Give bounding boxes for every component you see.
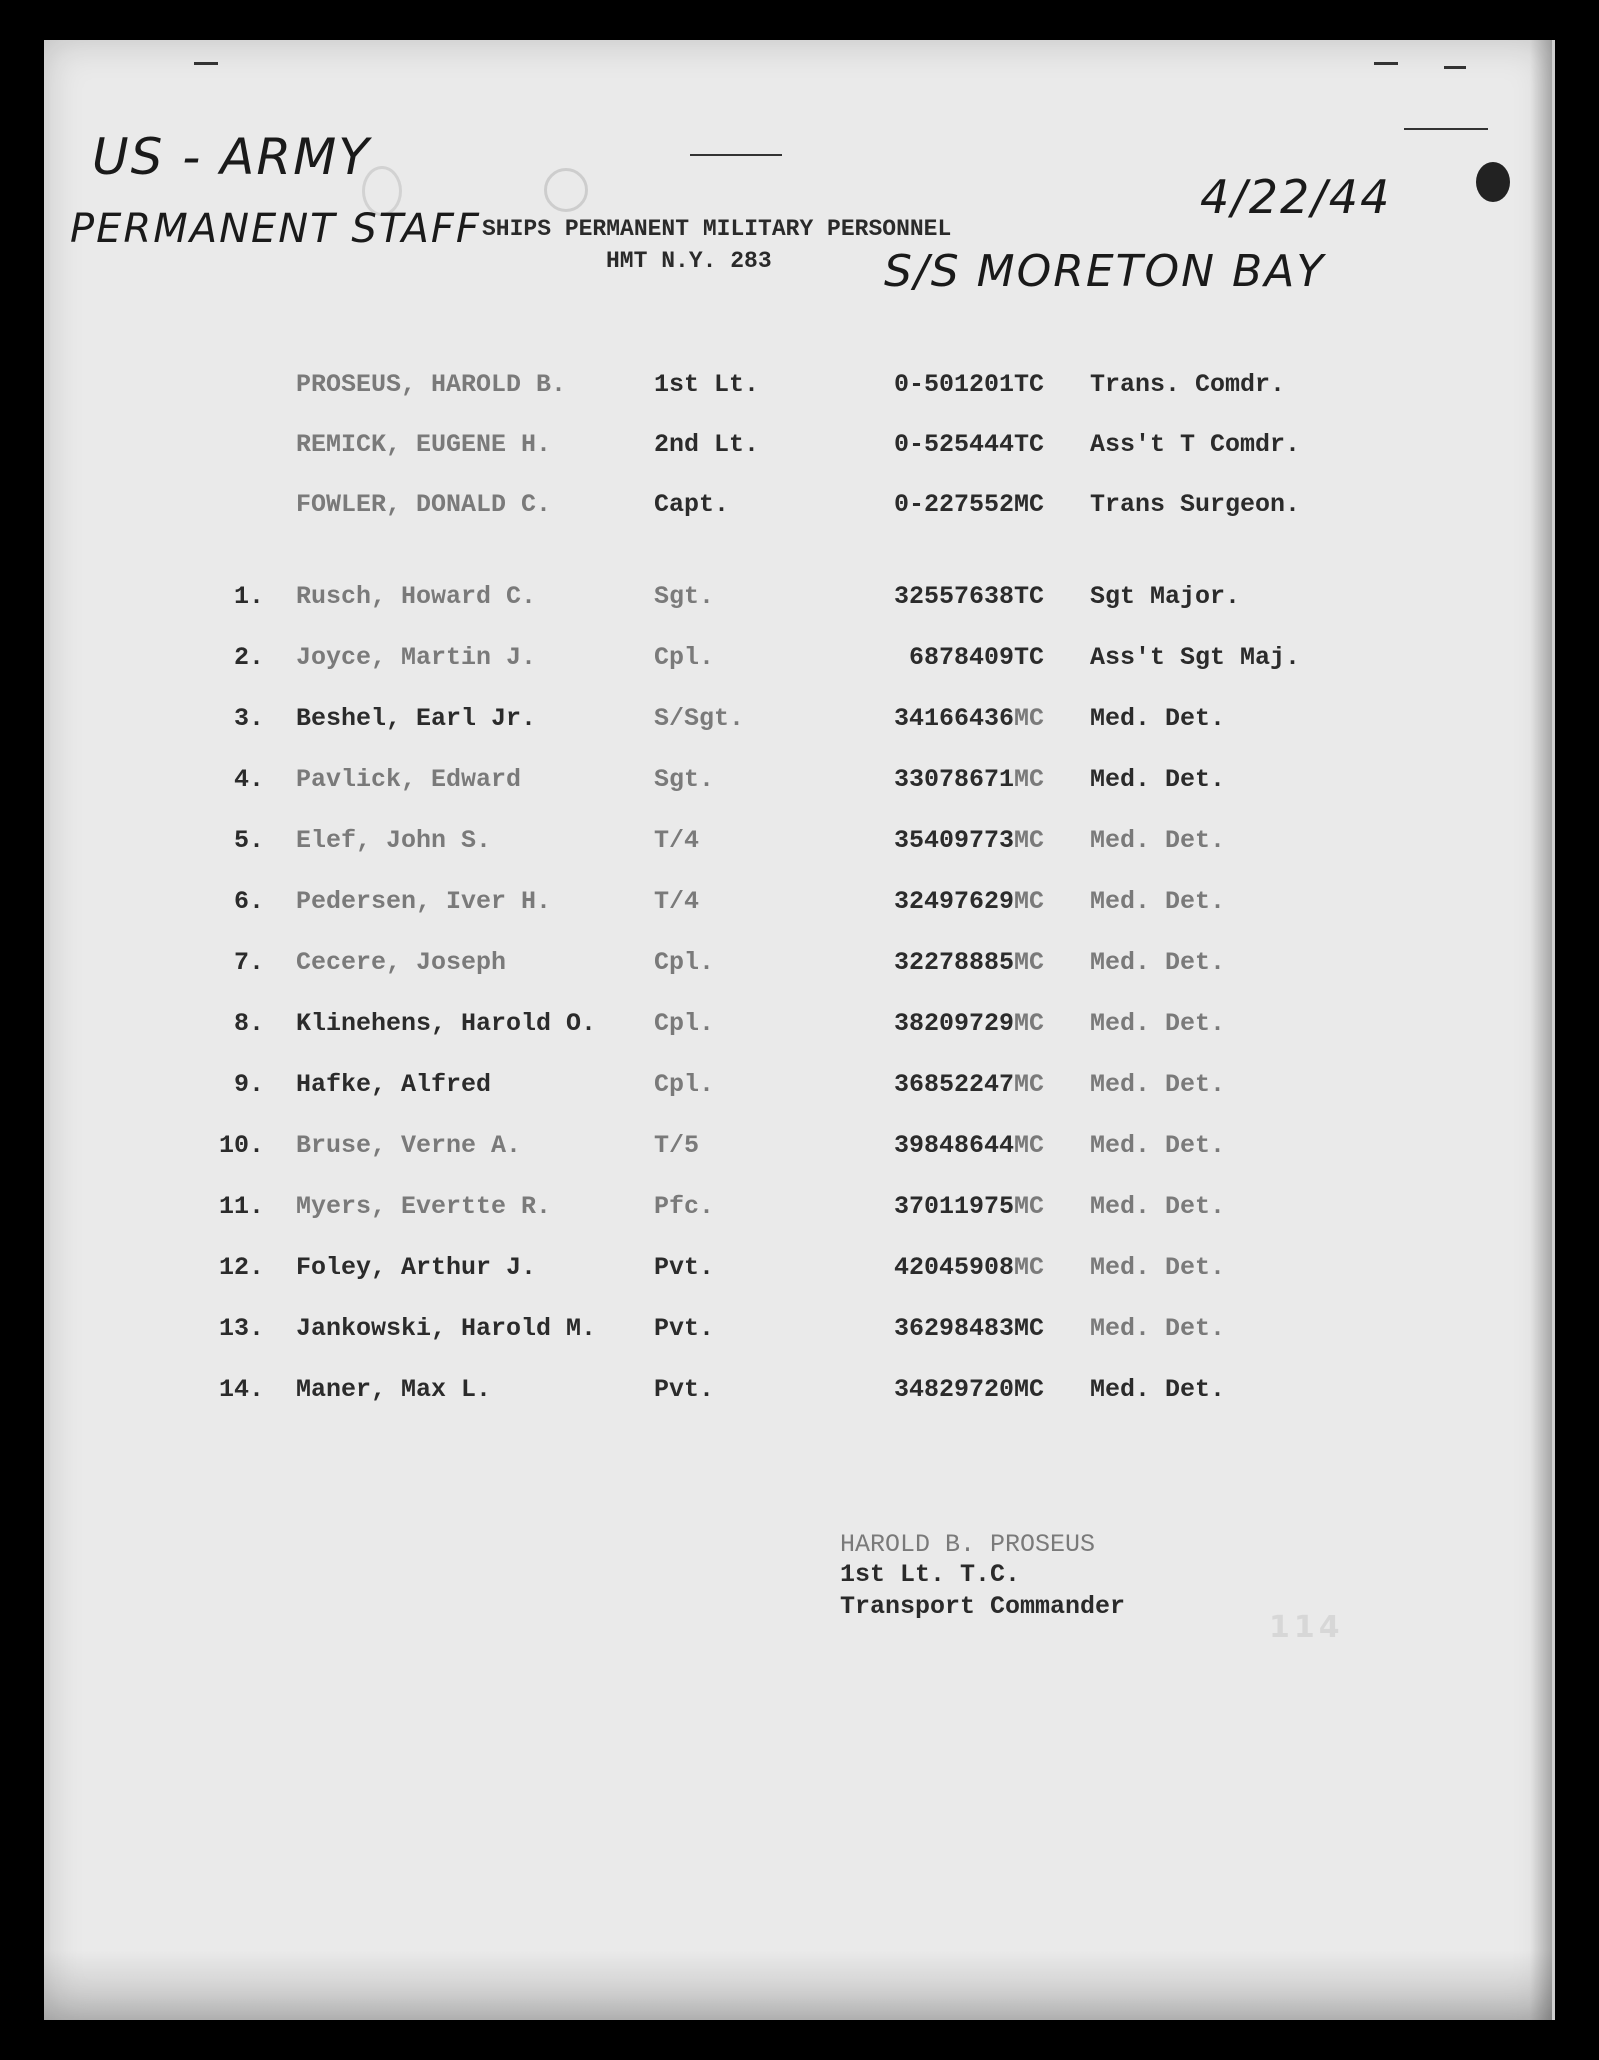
document-page [44, 40, 1555, 2020]
signatory-title: Transport Commander [840, 1592, 1126, 1621]
officer-duty: Ass't T Comdr. [1090, 430, 1301, 459]
enlisted-serial: 6878409 [908, 643, 1014, 672]
handwritten-date: 4/22/44 [1200, 170, 1392, 224]
officer-serial: 0-227552 [893, 490, 1014, 519]
faint-stamp-number: 114 [1269, 1610, 1344, 1645]
enlisted-duty: Med. Det. [1090, 887, 1226, 916]
enlisted-name: Rusch, Howard C. [296, 582, 537, 611]
enlisted-row [44, 1192, 1552, 1232]
officer-serial: 0-525444 [893, 430, 1014, 459]
enlisted-serial: 33078671 [893, 765, 1014, 794]
officer-branch: TC [1014, 430, 1045, 459]
enlisted-duty: Med. Det. [1090, 704, 1226, 733]
row-number: 5. [233, 826, 264, 855]
enlisted-name: Klinehens, Harold O. [296, 1009, 597, 1038]
punch-hole-mark [1476, 162, 1510, 202]
enlisted-duty: Med. Det. [1090, 1070, 1226, 1099]
enlisted-duty: Med. Det. [1090, 1192, 1226, 1221]
row-number: 13. [218, 1314, 264, 1343]
margin-mark [1374, 62, 1398, 65]
row-number: 7. [233, 948, 264, 977]
enlisted-rank: T/4 [654, 826, 700, 855]
enlisted-rank: Pvt. [654, 1253, 715, 1282]
enlisted-rank: S/Sgt. [654, 704, 745, 733]
officer-rank: 1st Lt. [654, 370, 760, 399]
enlisted-rank: Sgt. [654, 582, 715, 611]
enlisted-serial: 38209729 [893, 1009, 1014, 1038]
enlisted-duty: Sgt Major. [1090, 582, 1241, 611]
pen-stroke [1404, 128, 1488, 130]
enlisted-name: Maner, Max L. [296, 1375, 492, 1404]
row-number: 9. [233, 1070, 264, 1099]
officer-branch: TC [1014, 370, 1045, 399]
row-number: 10. [218, 1131, 264, 1160]
enlisted-serial: 32278885 [893, 948, 1014, 977]
row-number: 11. [218, 1192, 264, 1221]
officer-duty: Trans Surgeon. [1090, 490, 1301, 519]
enlisted-branch: MC [1014, 1253, 1045, 1282]
enlisted-duty: Med. Det. [1090, 948, 1226, 977]
officer-row [44, 430, 1552, 470]
enlisted-rank: Cpl. [654, 1009, 715, 1038]
enlisted-rank: Sgt. [654, 765, 715, 794]
enlisted-row [44, 826, 1552, 866]
row-number: 6. [233, 887, 264, 916]
enlisted-branch: MC [1014, 1375, 1045, 1404]
enlisted-branch: MC [1014, 1314, 1045, 1343]
enlisted-duty: Med. Det. [1090, 765, 1226, 794]
enlisted-branch: MC [1014, 887, 1045, 916]
pen-stroke [690, 154, 782, 156]
enlisted-row [44, 887, 1552, 927]
enlisted-duty: Med. Det. [1090, 1253, 1226, 1282]
enlisted-rank: Cpl. [654, 643, 715, 672]
enlisted-row [44, 765, 1552, 805]
enlisted-serial: 32497629 [893, 887, 1014, 916]
enlisted-row [44, 948, 1552, 988]
officer-rank: 2nd Lt. [654, 430, 760, 459]
enlisted-duty: Med. Det. [1090, 1009, 1226, 1038]
row-number: 4. [233, 765, 264, 794]
enlisted-branch: MC [1014, 1192, 1045, 1221]
document-title: SHIPS PERMANENT MILITARY PERSONNEL [482, 216, 952, 242]
row-number: 14. [218, 1375, 264, 1404]
row-number: 12. [218, 1253, 264, 1282]
enlisted-rank: T/4 [654, 887, 700, 916]
officer-name: PROSEUS, HAROLD B. [296, 370, 567, 399]
row-number: 8. [233, 1009, 264, 1038]
row-number: 3. [233, 704, 264, 733]
officer-row [44, 490, 1552, 530]
officer-serial: 0-501201 [893, 370, 1014, 399]
enlisted-serial: 36852247 [893, 1070, 1014, 1099]
enlisted-name: Myers, Evertte R. [296, 1192, 552, 1221]
enlisted-name: Hafke, Alfred [296, 1070, 492, 1099]
enlisted-duty: Med. Det. [1090, 1314, 1226, 1343]
row-number: 2. [233, 643, 264, 672]
enlisted-row [44, 1314, 1552, 1354]
enlisted-serial: 35409773 [893, 826, 1014, 855]
handwritten-agency: US - ARMY [92, 128, 371, 186]
margin-mark [194, 62, 218, 65]
enlisted-row [44, 1009, 1552, 1049]
enlisted-branch: MC [1014, 704, 1045, 733]
enlisted-name: Cecere, Joseph [296, 948, 507, 977]
enlisted-branch: MC [1014, 1131, 1045, 1160]
enlisted-branch: TC [1014, 643, 1045, 672]
enlisted-serial: 34829720 [893, 1375, 1014, 1404]
enlisted-row [44, 1253, 1552, 1293]
officer-row [44, 370, 1552, 410]
row-number: 1. [233, 582, 264, 611]
enlisted-serial: 34166436 [893, 704, 1014, 733]
enlisted-name: Bruse, Verne A. [296, 1131, 522, 1160]
enlisted-row [44, 1131, 1552, 1171]
enlisted-serial: 39848644 [893, 1131, 1014, 1160]
page-bottom-shadow [44, 1950, 1552, 2020]
enlisted-duty: Med. Det. [1090, 1131, 1226, 1160]
enlisted-serial: 42045908 [893, 1253, 1014, 1282]
enlisted-name: Joyce, Martin J. [296, 643, 537, 672]
enlisted-branch: TC [1014, 582, 1045, 611]
margin-mark [1444, 66, 1466, 69]
enlisted-rank: Cpl. [654, 1070, 715, 1099]
enlisted-rank: Pfc. [654, 1192, 715, 1221]
enlisted-branch: MC [1014, 1009, 1045, 1038]
enlisted-branch: MC [1014, 948, 1045, 977]
officer-duty: Trans. Comdr. [1090, 370, 1286, 399]
officer-name: FOWLER, DONALD C. [296, 490, 552, 519]
officer-branch: MC [1014, 490, 1045, 519]
enlisted-name: Pedersen, Iver H. [296, 887, 552, 916]
enlisted-duty: Med. Det. [1090, 826, 1226, 855]
officer-name: REMICK, EUGENE H. [296, 430, 552, 459]
enlisted-name: Jankowski, Harold M. [296, 1314, 597, 1343]
enlisted-name: Pavlick, Edward [296, 765, 522, 794]
vessel-designation: HMT N.Y. 283 [606, 248, 772, 274]
enlisted-row [44, 704, 1552, 744]
enlisted-rank: Cpl. [654, 948, 715, 977]
enlisted-row [44, 582, 1552, 622]
enlisted-duty: Ass't Sgt Maj. [1090, 643, 1301, 672]
enlisted-row [44, 1375, 1552, 1415]
enlisted-rank: Pvt. [654, 1314, 715, 1343]
signatory-rank: 1st Lt. T.C. [840, 1560, 1021, 1589]
enlisted-rank: Pvt. [654, 1375, 715, 1404]
enlisted-serial: 32557638 [893, 582, 1014, 611]
handwritten-staff: PERMANENT STAFF [70, 206, 481, 252]
enlisted-branch: MC [1014, 765, 1045, 794]
enlisted-name: Elef, John S. [296, 826, 492, 855]
punch-hole-ghost [544, 168, 588, 212]
enlisted-name: Beshel, Earl Jr. [296, 704, 537, 733]
handwritten-ship: S/S MORETON BAY [884, 246, 1326, 297]
enlisted-duty: Med. Det. [1090, 1375, 1226, 1404]
enlisted-branch: MC [1014, 826, 1045, 855]
enlisted-rank: T/5 [654, 1131, 700, 1160]
enlisted-row [44, 1070, 1552, 1110]
enlisted-name: Foley, Arthur J. [296, 1253, 537, 1282]
enlisted-row [44, 643, 1552, 683]
signatory-name: HAROLD B. PROSEUS [840, 1530, 1096, 1559]
enlisted-serial: 36298483 [893, 1314, 1014, 1343]
enlisted-serial: 37011975 [893, 1192, 1014, 1221]
officer-rank: Capt. [654, 490, 730, 519]
enlisted-branch: MC [1014, 1070, 1045, 1099]
